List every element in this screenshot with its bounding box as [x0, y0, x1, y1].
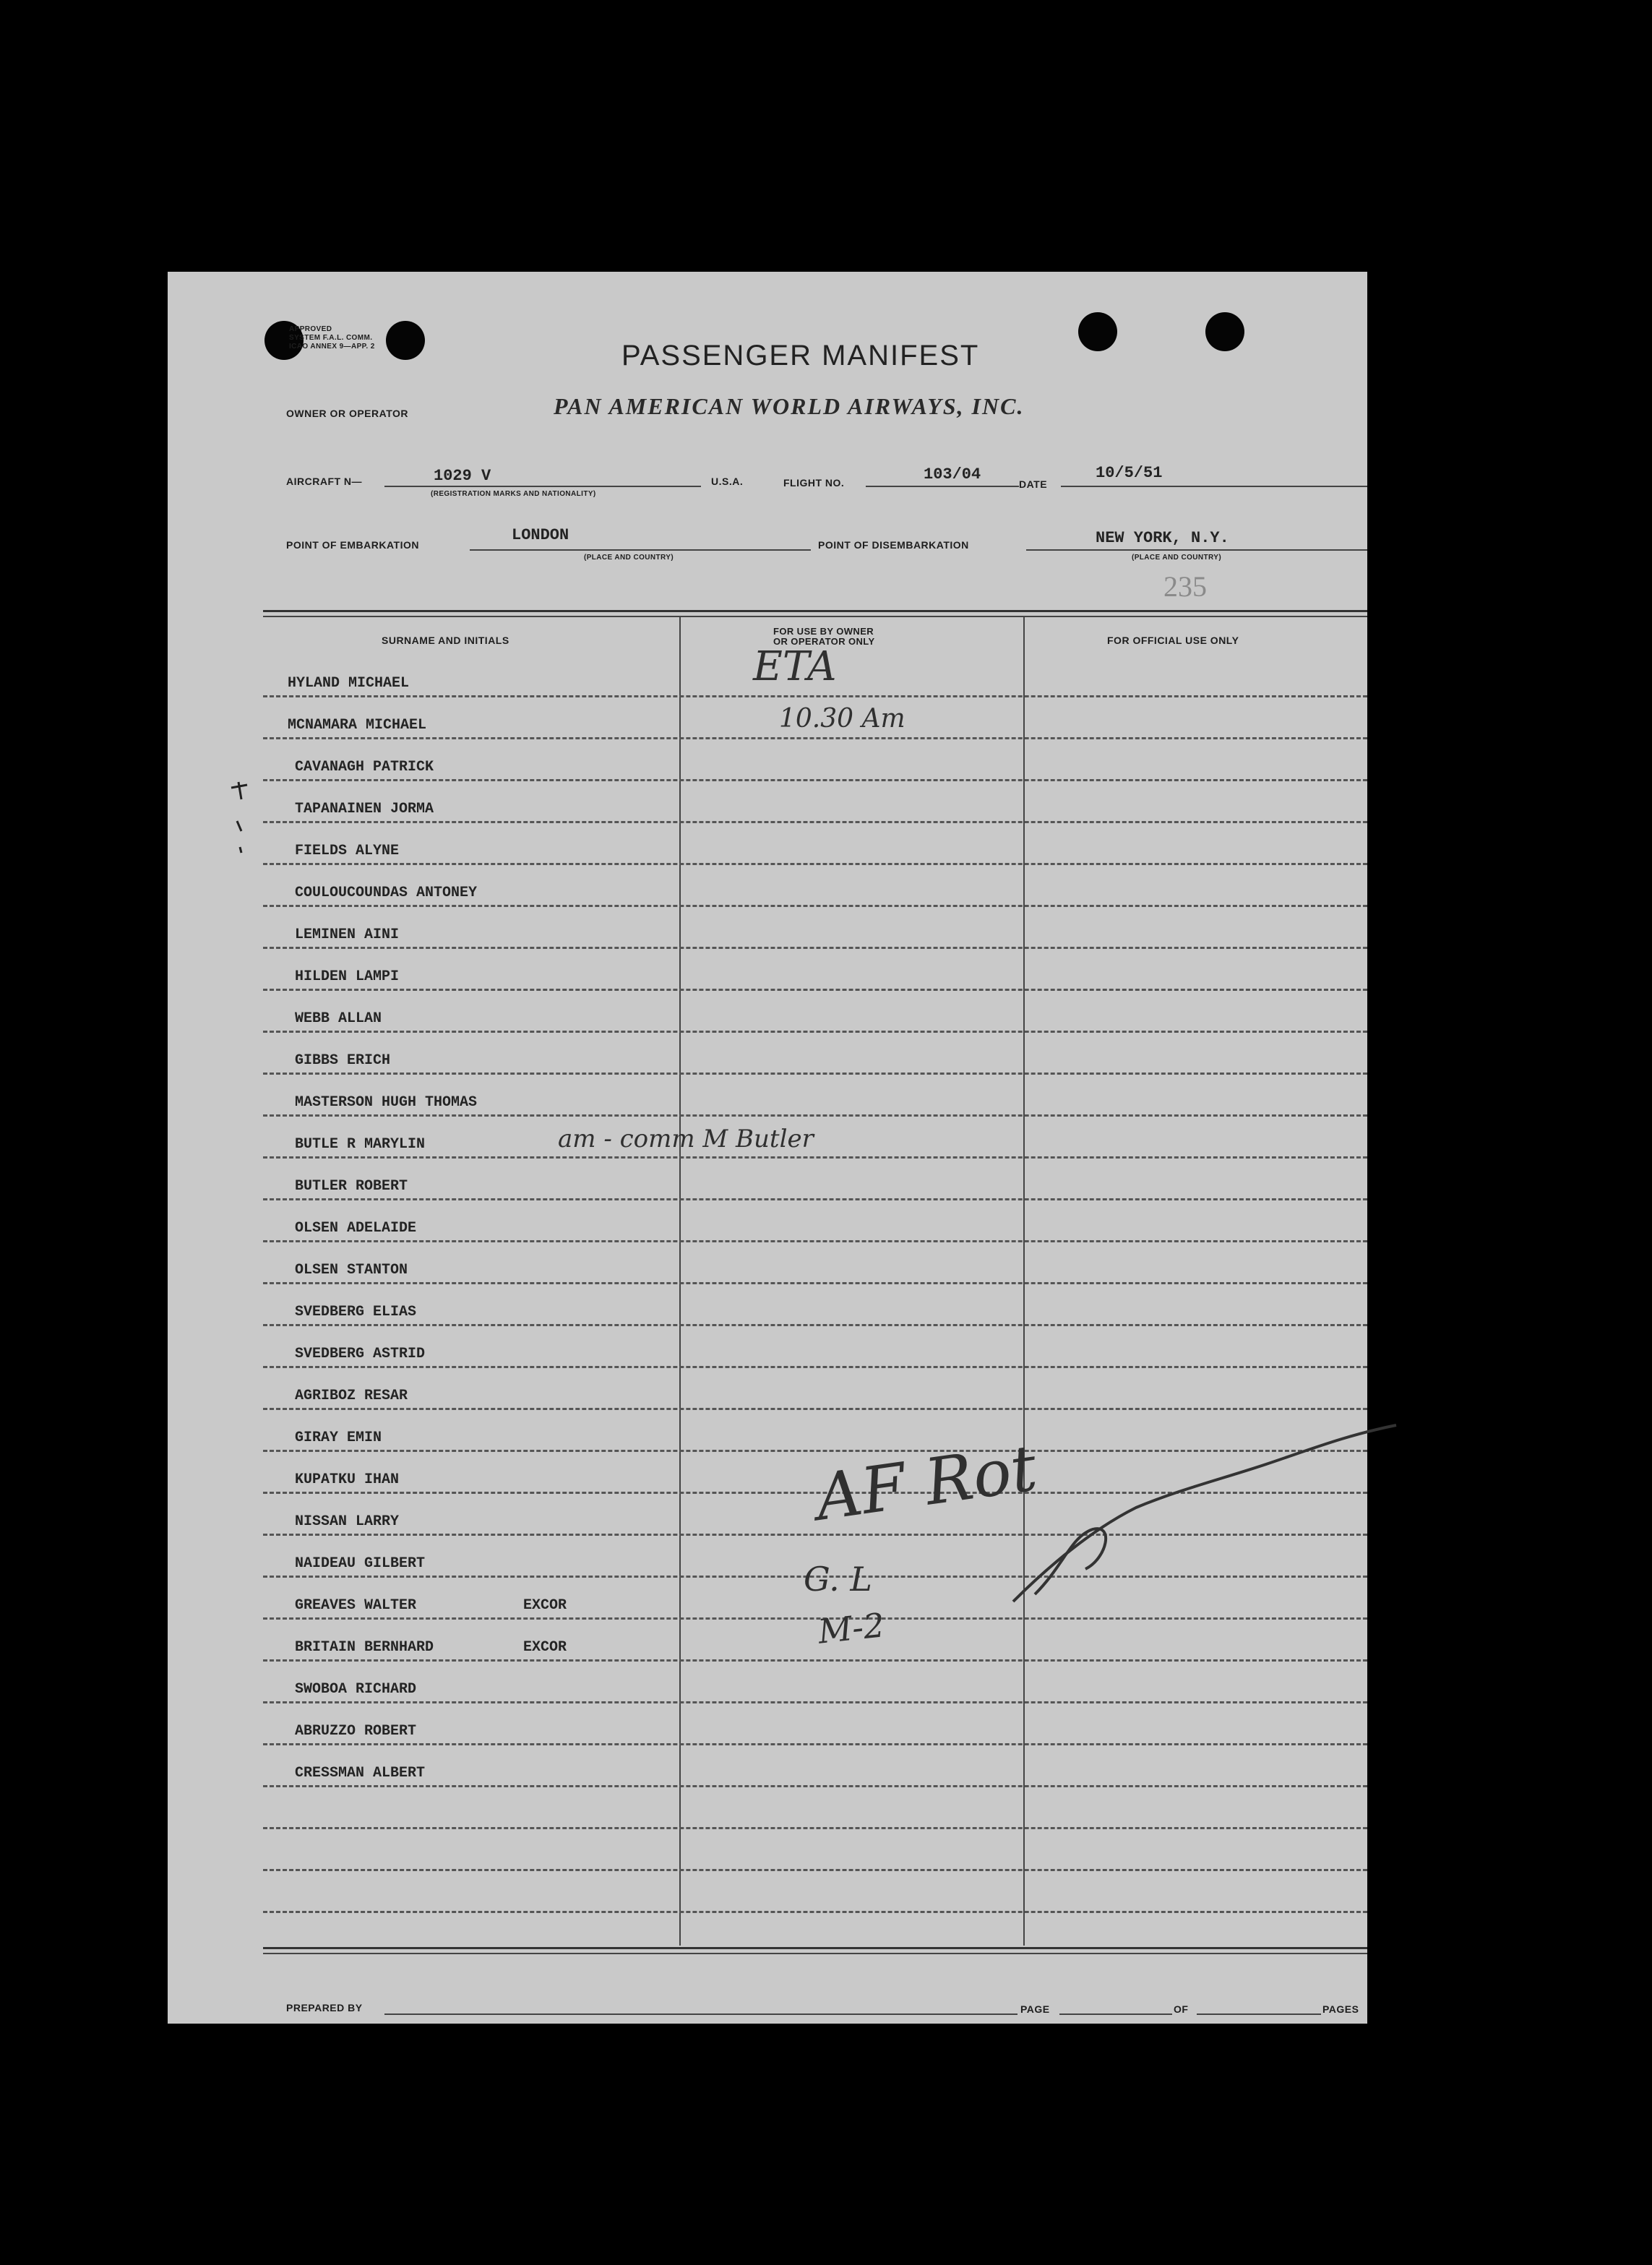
flight-label: FLIGHT NO.: [783, 477, 845, 489]
row-rule: [263, 1156, 1367, 1159]
aircraft-label: AIRCRAFT N—: [286, 476, 363, 487]
passenger-name: NAIDEAU GILBERT: [295, 1555, 426, 1572]
embark-rule: [470, 549, 811, 551]
row-rule: [263, 1031, 1367, 1033]
row-rule: [263, 947, 1367, 949]
passenger-name: OLSEN ADELAIDE: [295, 1220, 417, 1237]
manifest-sheet: [168, 272, 1367, 2024]
prepared-by-label: PREPARED BY: [286, 2002, 363, 2013]
row-rule: [263, 1073, 1367, 1075]
handwritten-signature: AF Rot: [811, 1430, 1041, 1535]
punch-hole: [1078, 312, 1117, 351]
column-header-surname: SURNAME AND INITIALS: [382, 635, 509, 646]
handwritten-time: 10.30 Am: [779, 704, 905, 734]
row-rule: [263, 989, 1367, 991]
owner-label: OWNER OR OPERATOR: [286, 408, 408, 419]
flight-rule: [866, 486, 1019, 487]
page-rule: [1059, 2013, 1172, 2015]
row-rule: [263, 1282, 1367, 1284]
approval-line-1: APPROVED: [289, 325, 332, 333]
approval-line-2: SYSTEM F.A.L. COMM.: [289, 334, 373, 342]
embark-label: POINT OF EMBARKATION: [286, 539, 419, 551]
passenger-name: COULOUCOUNDAS ANTONEY: [295, 885, 478, 901]
date-value: 10/5/51: [1096, 464, 1163, 482]
disembark-value: NEW YORK, N.Y.: [1096, 529, 1229, 547]
row-rule: [263, 1366, 1367, 1368]
disembark-label: POINT OF DISEMBARKATION: [818, 539, 969, 551]
punch-hole: [386, 321, 425, 360]
row-rule: [263, 1617, 1367, 1620]
passenger-name: KUPATKU IHAN: [295, 1471, 400, 1488]
passenger-name: BUTLER ROBERT: [295, 1178, 408, 1195]
row-rule: [263, 1827, 1367, 1829]
passenger-name: SVEDBERG ASTRID: [295, 1346, 426, 1362]
row-rule: [263, 863, 1367, 865]
prepared-by-rule: [384, 2013, 1018, 2015]
passenger-name: WEBB ALLAN: [295, 1010, 382, 1027]
passenger-name: GIRAY EMIN: [295, 1430, 382, 1446]
column-header-official: FOR OFFICIAL USE ONLY: [1107, 635, 1239, 646]
page-title: PASSENGER MANIFEST: [621, 340, 980, 371]
embark-caption: (PLACE AND COUNTRY): [584, 554, 674, 562]
row-rule: [263, 1785, 1367, 1787]
passenger-name: CRESSMAN ALBERT: [295, 1765, 426, 1782]
row-rule: [263, 1324, 1367, 1326]
row-rule: [263, 1659, 1367, 1662]
row-rule: [263, 1701, 1367, 1703]
passenger-name: SWOBOA RICHARD: [295, 1681, 417, 1698]
embark-value: LONDON: [512, 526, 569, 544]
stamp-number: 235: [1163, 570, 1207, 603]
passenger-name: CAVANAGH PATRICK: [295, 759, 434, 775]
column-header-owner-use: FOR USE BY OWNER: [773, 626, 874, 637]
passenger-name: BUTLE R MARYLIN: [295, 1136, 426, 1153]
passenger-name: LEMINEN AINI: [295, 927, 400, 943]
table-top-rule-2: [263, 616, 1367, 617]
passenger-name: FIELDS ALYNE: [295, 843, 400, 859]
handwritten-butler-note: am - comm M Butler: [558, 1125, 814, 1153]
date-label: DATE: [1019, 478, 1048, 490]
of-label: OF: [1174, 2003, 1189, 2015]
column-divider-1: [679, 617, 681, 1946]
row-rule: [263, 779, 1367, 781]
pages-label: PAGES: [1322, 2003, 1359, 2015]
owner-value: PAN AMERICAN WORLD AIRWAYS, INC.: [554, 393, 1025, 419]
row-rule: [263, 1408, 1367, 1410]
row-rule: [263, 1743, 1367, 1745]
handwritten-mark: M-2: [816, 1605, 887, 1651]
disembark-rule: [1026, 549, 1367, 551]
passenger-name: OLSEN STANTON: [295, 1262, 408, 1278]
passenger-name: ABRUZZO ROBERT: [295, 1723, 417, 1740]
column-divider-2: [1023, 617, 1025, 1946]
passenger-name: AGRIBOZ RESAR: [295, 1388, 408, 1404]
column-header-owner-use: OR OPERATOR ONLY: [773, 636, 875, 647]
row-rule: [263, 1240, 1367, 1242]
table-bottom-rule-2: [263, 1953, 1367, 1954]
passenger-name: HILDEN LAMPI: [295, 968, 400, 985]
table-bottom-rule: [263, 1947, 1367, 1949]
passenger-name: GIBBS ERICH: [295, 1052, 391, 1069]
row-rule: [263, 1114, 1367, 1117]
passenger-name: MCNAMARA MICHAEL: [288, 717, 427, 734]
row-rule: [263, 905, 1367, 907]
row-rule: [263, 1869, 1367, 1871]
handwritten-scrawl: [1006, 1421, 1411, 1609]
aircraft-value: 1029 V: [434, 467, 491, 485]
passenger-name: NISSAN LARRY: [295, 1513, 400, 1530]
page-label: PAGE: [1020, 2003, 1050, 2015]
row-rule: [263, 695, 1367, 697]
row-rule: [263, 821, 1367, 823]
approval-line-3: ICAO ANNEX 9—APP. 2: [289, 343, 375, 351]
passenger-name: TAPANAINEN JORMA: [295, 801, 434, 817]
passenger-name: MASTERSON HUGH THOMAS: [295, 1094, 478, 1111]
margin-marks: [225, 778, 254, 857]
aircraft-rule: [384, 486, 701, 487]
table-top-rule: [263, 610, 1367, 612]
aircraft-caption: (REGISTRATION MARKS AND NATIONALITY): [431, 490, 596, 498]
disembark-caption: (PLACE AND COUNTRY): [1132, 554, 1222, 562]
punch-hole: [1205, 312, 1244, 351]
row-rule: [263, 737, 1367, 739]
date-rule: [1061, 486, 1367, 487]
passenger-name: GREAVES WALTER: [295, 1597, 417, 1614]
row-rule: [263, 1198, 1367, 1200]
passenger-extra: EXCOR: [523, 1639, 567, 1656]
usa-label: U.S.A.: [711, 476, 744, 487]
passenger-extra: EXCOR: [523, 1597, 567, 1614]
flight-value: 103/04: [924, 465, 981, 483]
passenger-name: HYLAND MICHAEL: [288, 675, 410, 692]
passenger-name: BRITAIN BERNHARD: [295, 1639, 434, 1656]
handwritten-eta: ETA: [753, 643, 837, 690]
passenger-name: SVEDBERG ELIAS: [295, 1304, 417, 1320]
of-rule: [1197, 2013, 1321, 2015]
handwritten-initials: G. L: [804, 1560, 872, 1599]
row-rule: [263, 1911, 1367, 1913]
